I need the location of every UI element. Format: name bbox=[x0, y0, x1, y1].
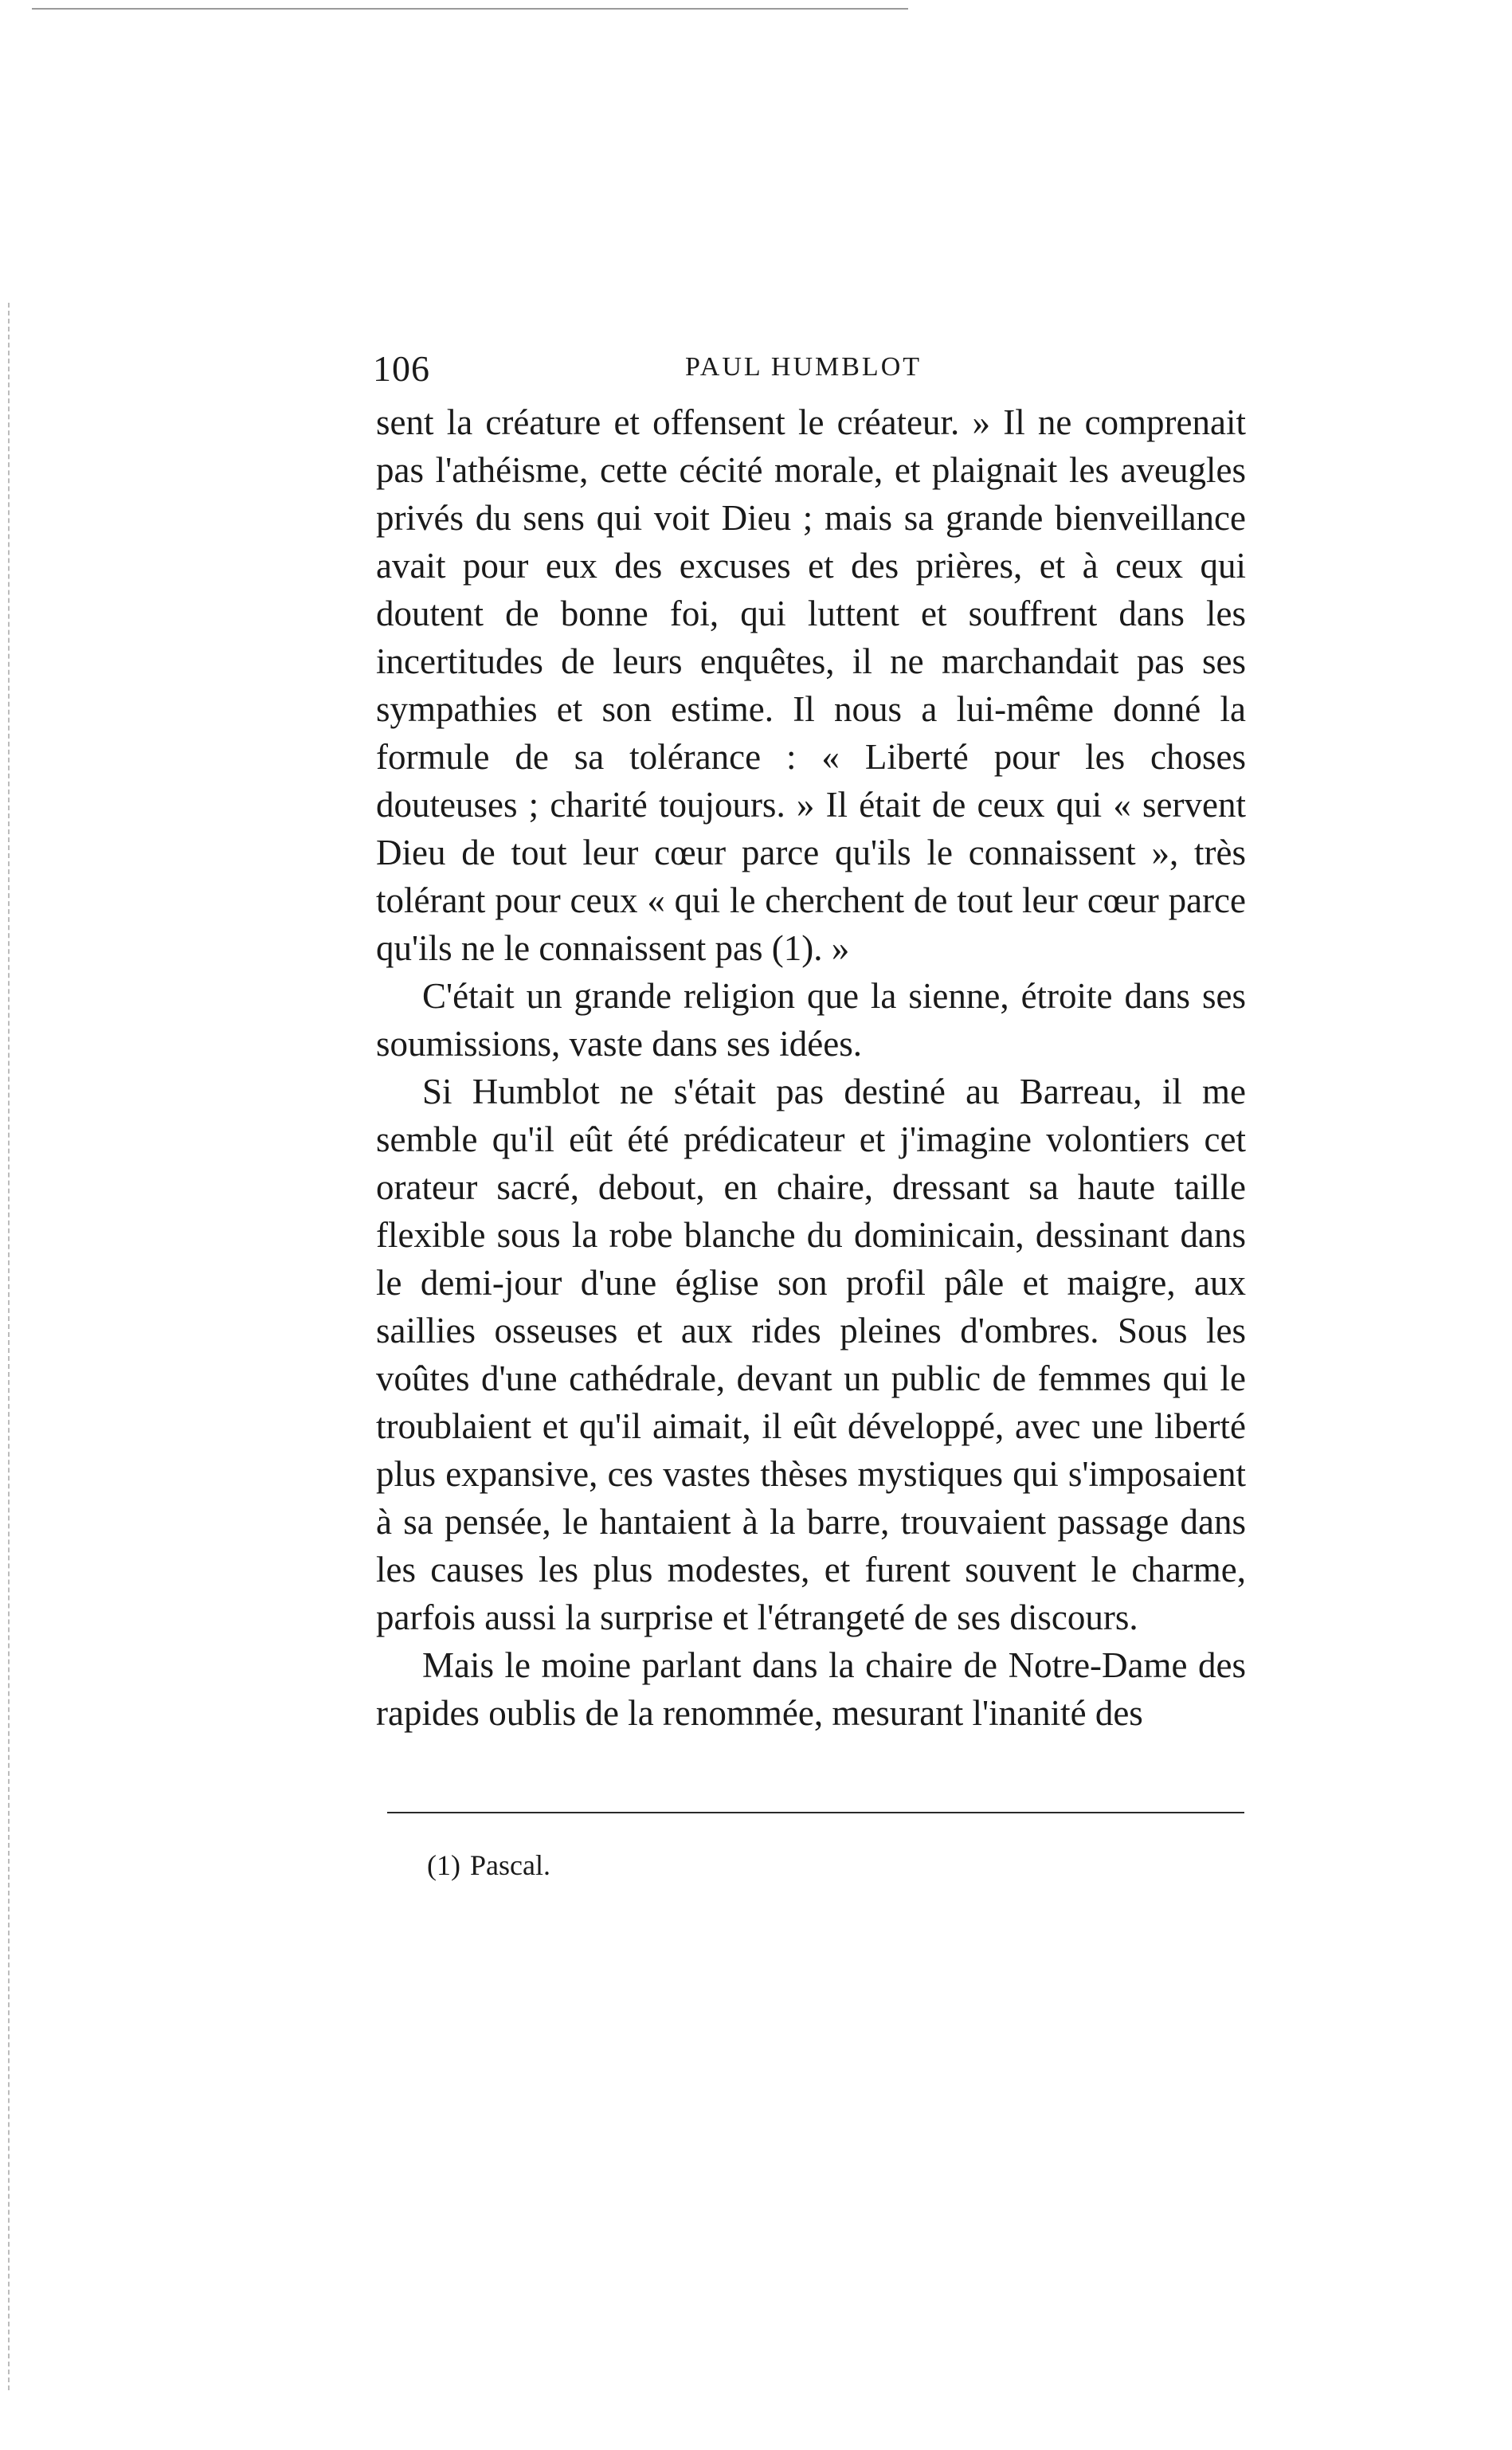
paragraph-continuation: sent la créature et offensent le créateur. » Il ne comprenait pas l'athéisme, cette cécité morale, et plaignait les aveugles privés du sens qui voit Dieu ; mais sa grande bienveillance avait pour eux des excuses et des prières, et à ceux qui doutent de bonne foi, qui luttent et souffrent dans les incertitudes de leurs enquêtes, il ne marchandait pas ses sympathies et son estime. Il nous a lui-même donné la formule de sa tolérance : « Liberté pour les choses douteuses ; charité toujours. » Il était de ceux qui « servent Dieu de tout leur cœur parce qu'ils le connaissent », très tolérant pour ceux « qui le cherchent de tout leur cœur parce qu'ils ne le connaissent pas (1). » bbox=[376, 402, 1246, 968]
footnote-label: (1) bbox=[427, 1849, 460, 1881]
paragraph-religion: C'était un grande religion que la sienne, étroite dans ses soumissions, vaste dans ses idées. bbox=[376, 976, 1246, 1064]
running-head bbox=[373, 347, 1249, 395]
body-text bbox=[376, 398, 1246, 1737]
paragraph-predicateur: Si Humblot ne s'était pas destiné au Barreau, il me semble qu'il eût été prédicateur et j'imagine volontiers cet orateur sacré, debout, en chaire, dressant sa haute taille flexible sous la robe blanche du dominicain, dessinant dans le demi-jour d'une église son profil pâle et maigre, aux saillies osseuses et aux rides pleines d'ombres. Sous les voûtes d'une cathédrale, devant un public de femmes qui le troublaient et qu'il aimait, il eût développé, avec une liberté plus expansive, ces vastes thèses mystiques qui s'imposaient à sa pensée, le hantaient à la barre, trouvaient passage dans les causes les plus modestes, et furent souvent le charme, parfois aussi la surprise et l'étrangeté de ses discours. bbox=[376, 1072, 1246, 1637]
footnote-divider bbox=[387, 1812, 1244, 1813]
paragraph-moine: Mais le moine parlant dans la chaire de Notre-Dame des rapides oublis de la renommée, mesurant l'inanité des bbox=[376, 1645, 1246, 1733]
scan-edge-top bbox=[32, 8, 908, 10]
footnote bbox=[427, 1847, 550, 1884]
page-number: 106 bbox=[373, 348, 430, 389]
footnote-text: Pascal. bbox=[469, 1849, 550, 1881]
running-title: PAUL HUMBLOT bbox=[685, 352, 922, 382]
scan-edge-left bbox=[8, 303, 10, 2390]
